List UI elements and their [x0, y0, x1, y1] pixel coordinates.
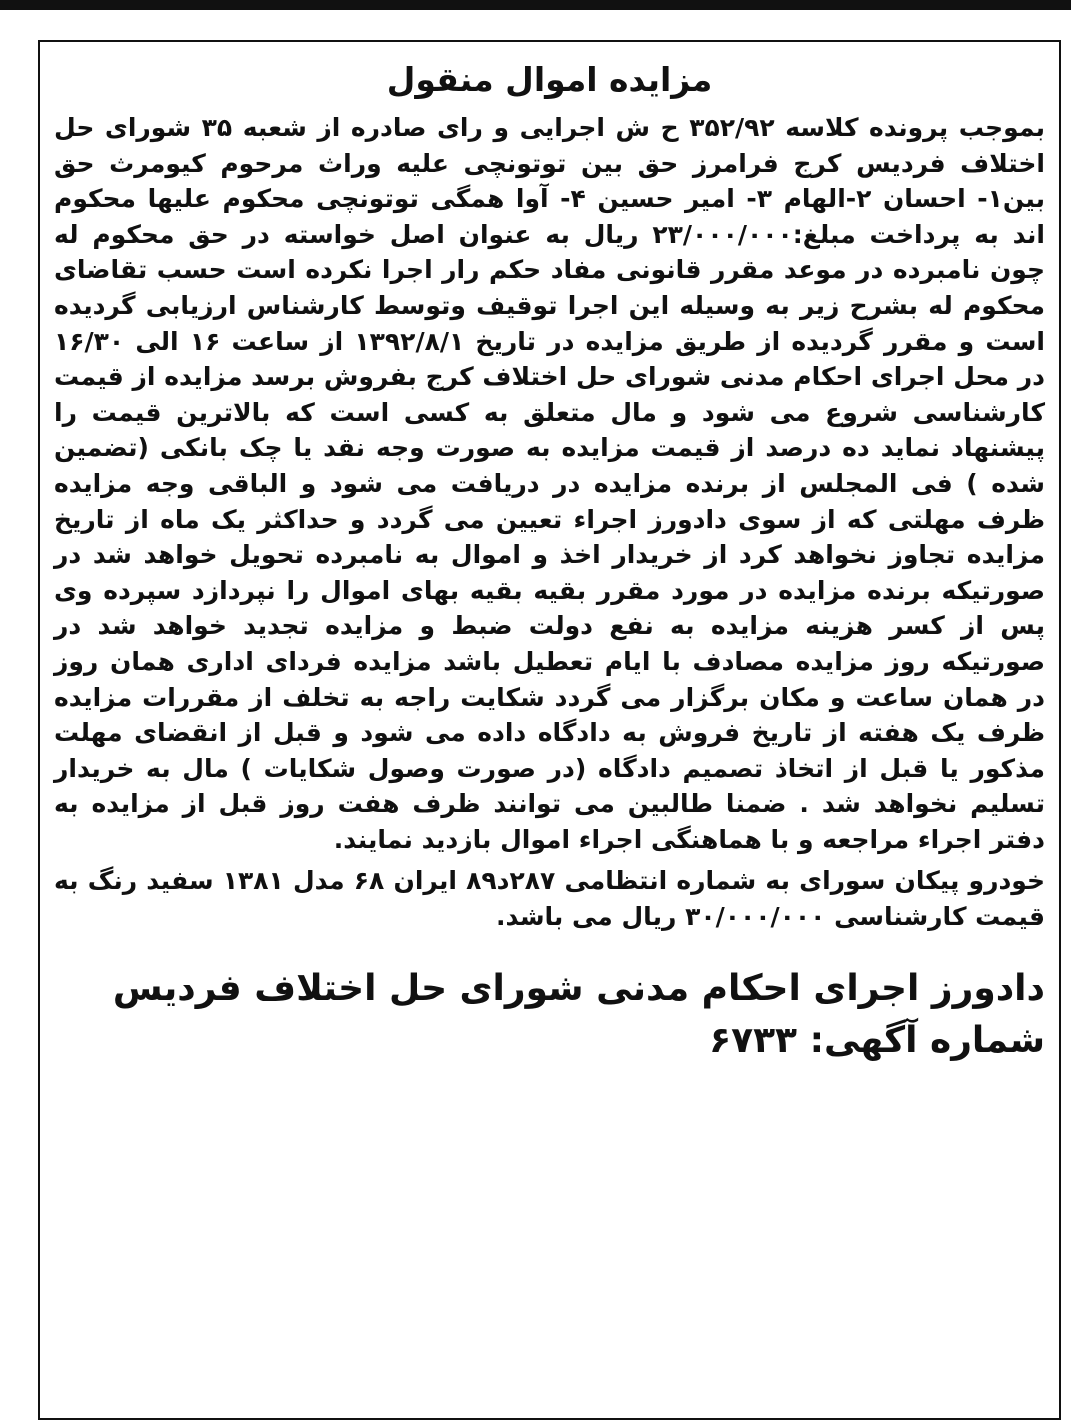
notice-title: مزایده اموال منقول — [386, 60, 713, 99]
vehicle-description: خودرو پیکان سورای به شماره انتظامی ۲۸۷د۸۹ ایران ۶۸ مدل ۱۳۸۱ سفید رنگ به قیمت کارشناسی ۳۰/۰۰۰/۰۰۰ ریال می باشد. — [54, 866, 1045, 932]
notice-body: بموجب پرونده کلاسه ۳۵۲/۹۲ ح ش اجرایی و رای صادره از شعبه ۳۵ شورای حل اختلاف فردیس کرج فرامرز حق بین توتونچی علیه وراث مرحوم کیومرث حق بین۱- احسان ۲-الهام ۳- امیر حسین ۴- آوا همگی توتونچی محکوم علیها محکوم اند به پرداخت مبلغ:۲۳/۰۰۰/۰۰۰ ریال به عنوان اصل خواسته در حق محکوم له چون نامبرده در موعد مقرر قانونی مفاد حکم رار اجرا نکرده است حسب تقاضای محکوم له بشرح زیر به وسیله این اجرا توقیف وتوسط کارشناس ارزیابی گردیده است و مقرر گردیده از طریق مزایده در تاریخ ۱۳۹۲/۸/۱ از ساعت ۱۶ الی ۱۶/۳۰ در محل اجرای احکام مدنی شورای حل اختلاف کرج بفروش برسد مزایده از قیمت کارشناسی شروع می شود و مال متعلق به کسی است که بالاترین قیمت را پیشنهاد نماید ده درصد از قیمت مزایده به صورت وجه نقد یا چک بانکی (تضمین شده ) فی المجلس از برنده مزایده در دریافت می شود و الباقی وجه مزایده ظرف مهلتی که از سوی دادورز اجراء تعیین می گردد و حداکثر یک ماه از تاریخ مزایده تجاوز نخواهد کرد از خریدار اخذ و اموال به نامبرده تحویل خواهد شد در صورتیکه برنده مزایده در مورد مقرر بقیه بقیه بهای اموال را نپردازد سپرده وی پس از کسر هزینه مزایده به نفع دولت ضبط و مزایده تجدید خواهد شد در صورتیکه روز مزایده مصادف با ایام تعطیل باشد مزایده فردای اداری همان روز در همان ساعت و مکان برگزار می گردد شکایت راجه به تخلف از مقررات مزایده ظرف یک هفته از تاریخ فروش به دادگاه داده می شود و قبل از انقضای مهلت مذکور یا قبل از اتخاذ تصمیم دادگاه (در صورت وصول شکایات ) مال به خریدار تسلیم نخواهد شد . ضمنا طالبین می توانند ظرف هفت روز قبل از مزایده به دفتر اجراء مراجعه و با هماهنگی اجراء اموال بازدید نمایند. — [54, 113, 1046, 854]
issuer-signature: دادورز اجرای احکام مدنی شورای حل اختلاف فردیس — [112, 967, 1045, 1009]
ad-number: شماره آگهی: ۶۷۳۳ — [709, 1019, 1045, 1061]
auction-notice — [38, 40, 1061, 1420]
top-rule — [0, 0, 1071, 10]
